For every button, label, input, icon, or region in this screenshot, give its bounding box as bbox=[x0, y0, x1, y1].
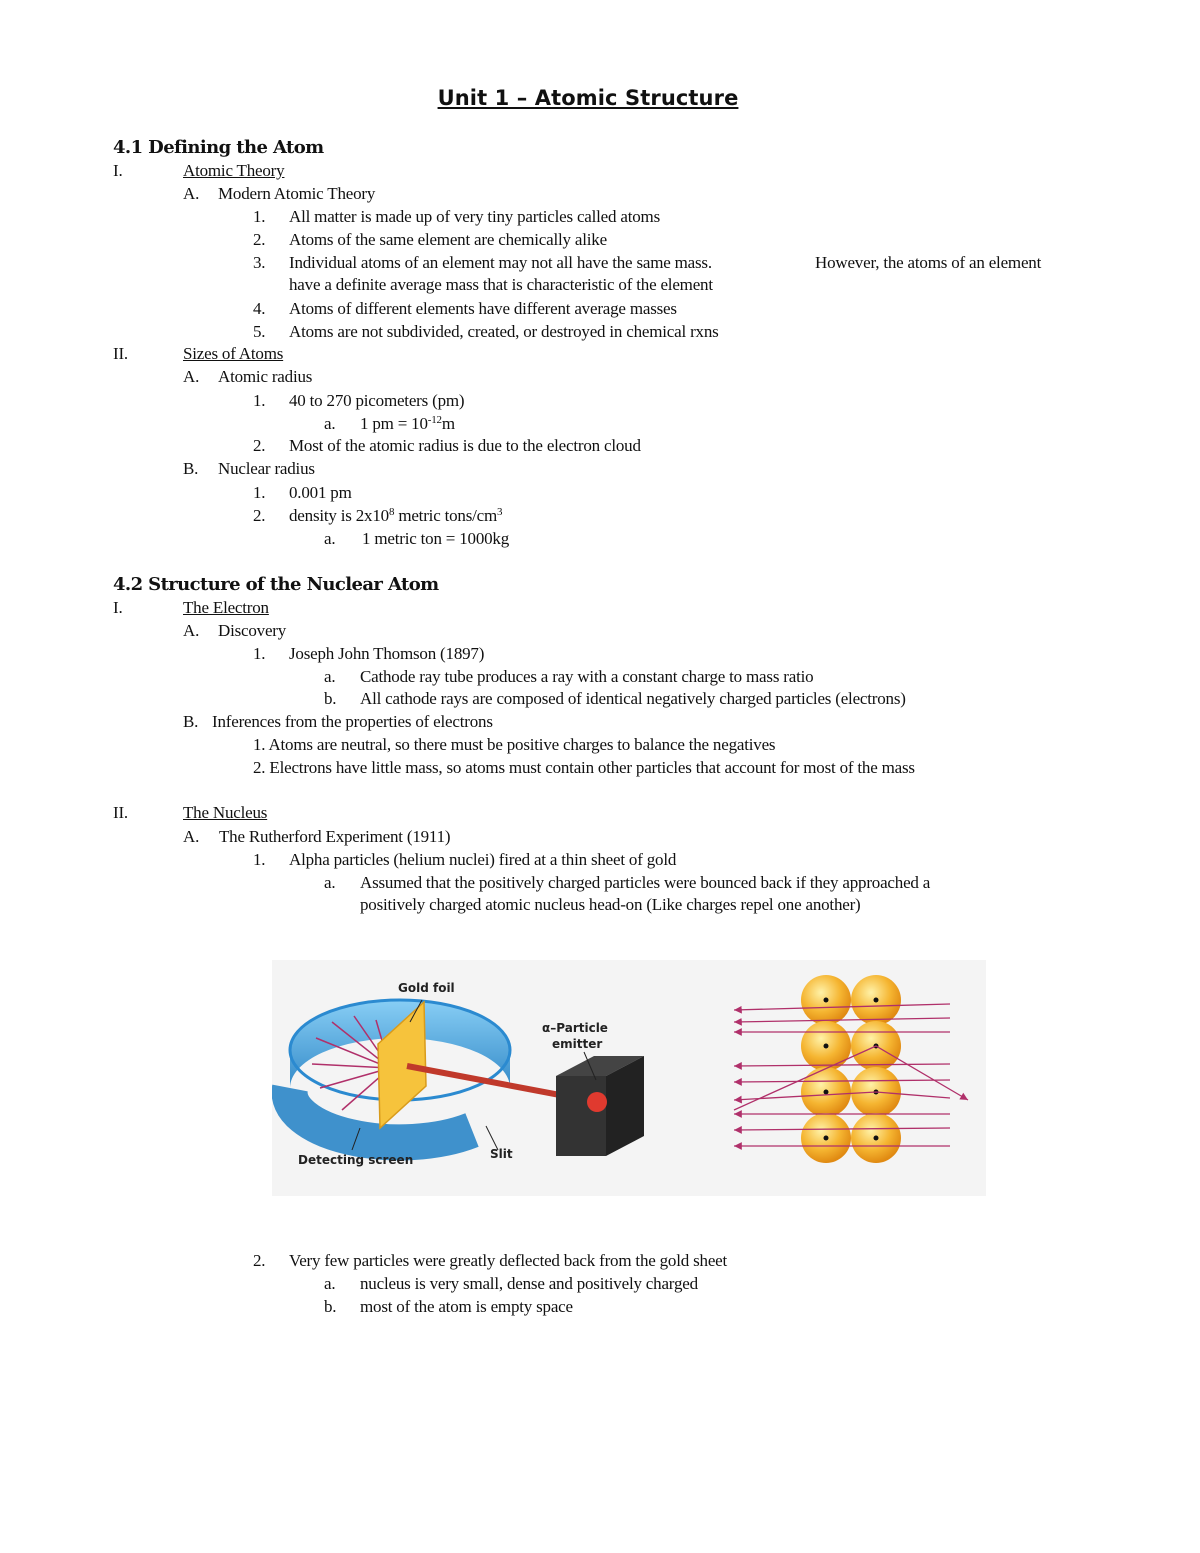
list-item: Joseph John Thomson (1897) bbox=[289, 644, 485, 663]
detecting-screen-label: Detecting screen bbox=[298, 1153, 414, 1167]
formula-exponent: -12 bbox=[427, 414, 442, 426]
list-marker: 2. bbox=[253, 1251, 266, 1270]
sub-marker: b. bbox=[324, 1297, 337, 1316]
list-marker: 4. bbox=[253, 299, 266, 318]
topic-the-electron: The Electron bbox=[183, 598, 269, 617]
roman-marker: II. bbox=[113, 803, 128, 822]
formula-exponent: 3 bbox=[497, 506, 503, 518]
list-item: most of the atom is empty space bbox=[360, 1297, 573, 1316]
list-item-formula bbox=[289, 505, 502, 527]
topic-sizes-of-atoms: Sizes of Atoms bbox=[183, 344, 284, 363]
list-item: Assumed that the positively charged particles were bounced back if they approached a bbox=[360, 873, 931, 892]
subtopic-atomic-radius: Atomic radius bbox=[218, 367, 313, 386]
letter-marker: A. bbox=[183, 827, 200, 846]
sub-marker: a. bbox=[324, 1274, 336, 1293]
formula-base: density is 2x10 bbox=[289, 506, 389, 525]
formula-unit: m bbox=[441, 414, 455, 433]
section-heading-4-1: 4.1 Defining the Atom bbox=[113, 137, 324, 158]
list-marker: 2. bbox=[253, 230, 266, 249]
list-item: Cathode ray tube produces a ray with a constant charge to mass ratio bbox=[360, 667, 814, 686]
sub-marker: a. bbox=[324, 414, 336, 433]
list-marker: 1. bbox=[253, 207, 266, 226]
list-item: Atoms of the same element are chemically alike bbox=[289, 230, 607, 249]
list-marker: 1. bbox=[253, 391, 266, 410]
list-item: Atoms of different elements have different average masses bbox=[289, 299, 677, 318]
list-item: 1. Atoms are neutral, so there must be positive charges to balance the negatives bbox=[253, 735, 776, 754]
list-item: Most of the atomic radius is due to the electron cloud bbox=[289, 436, 641, 455]
emitter-label-line2: emitter bbox=[552, 1037, 603, 1051]
sub-marker: a. bbox=[324, 667, 336, 686]
subtopic-modern-atomic-theory: Modern Atomic Theory bbox=[218, 184, 376, 203]
topic-the-nucleus: The Nucleus bbox=[183, 803, 268, 822]
subtopic-rutherford: The Rutherford Experiment (1911) bbox=[219, 827, 451, 846]
section-heading-4-2: 4.2 Structure of the Nuclear Atom bbox=[113, 574, 439, 595]
rutherford-figure bbox=[272, 960, 986, 1196]
list-item-formula bbox=[360, 413, 455, 435]
list-item-continuation: positively charged atomic nucleus head-on (Like charges repel one another) bbox=[360, 895, 861, 914]
sub-marker: b. bbox=[324, 689, 337, 708]
list-item: 1 metric ton = 1000kg bbox=[362, 529, 510, 548]
list-item-continuation: have a definite average mass that is characteristic of the element bbox=[289, 275, 713, 294]
list-marker: 5. bbox=[253, 322, 266, 341]
page-title: Unit 1 – Atomic Structure bbox=[437, 86, 739, 110]
list-marker: 1. bbox=[253, 850, 266, 869]
formula-exponent: 8 bbox=[388, 506, 395, 518]
formula-base: 1 pm = 10 bbox=[360, 414, 428, 433]
list-item: 40 to 270 picometers (pm) bbox=[289, 391, 465, 410]
list-item: All matter is made up of very tiny particles called atoms bbox=[289, 207, 660, 226]
list-item: nucleus is very small, dense and positively charged bbox=[360, 1274, 698, 1293]
subtopic-nuclear-radius: Nuclear radius bbox=[218, 459, 315, 478]
list-item: Very few particles were greatly deflected back from the gold sheet bbox=[289, 1251, 728, 1270]
letter-marker: A. bbox=[183, 621, 200, 640]
letter-marker: A. bbox=[183, 184, 200, 203]
roman-marker: I. bbox=[113, 161, 123, 180]
emitter-label-line1: α–Particle bbox=[542, 1021, 608, 1035]
subtopic-inferences: Inferences from the properties of electrons bbox=[212, 712, 493, 731]
list-item: 2. Electrons have little mass, so atoms must contain other particles that account for most of the mass bbox=[253, 758, 915, 777]
list-marker: 1. bbox=[253, 644, 266, 663]
slit-label: Slit bbox=[490, 1147, 513, 1161]
sub-marker: a. bbox=[324, 873, 336, 892]
alpha-emitter-box bbox=[556, 1056, 644, 1156]
list-marker: 1. bbox=[253, 483, 266, 502]
list-marker: 2. bbox=[253, 506, 266, 525]
letter-marker: B. bbox=[183, 712, 199, 731]
list-item: Alpha particles (helium nuclei) fired at a thin sheet of gold bbox=[289, 850, 677, 869]
list-item: All cathode rays are composed of identical negatively charged particles (electrons) bbox=[360, 689, 906, 708]
subtopic-discovery: Discovery bbox=[218, 621, 287, 640]
gold-foil-label: Gold foil bbox=[398, 981, 455, 995]
list-marker: 2. bbox=[253, 436, 266, 455]
sub-marker: a. bbox=[324, 529, 336, 548]
list-marker: 3. bbox=[253, 253, 266, 272]
list-item: Individual atoms of an element may not all have the same mass. bbox=[289, 253, 712, 272]
list-item: 0.001 pm bbox=[289, 483, 352, 502]
letter-marker: B. bbox=[183, 459, 199, 478]
roman-marker: II. bbox=[113, 344, 128, 363]
list-item: Atoms are not subdivided, created, or destroyed in chemical rxns bbox=[289, 322, 719, 341]
formula-unit: metric tons/cm bbox=[394, 506, 498, 525]
letter-marker: A. bbox=[183, 367, 200, 386]
topic-atomic-theory: Atomic Theory bbox=[183, 161, 285, 180]
roman-marker: I. bbox=[113, 598, 123, 617]
list-item-continuation: However, the atoms of an element bbox=[815, 253, 1042, 272]
